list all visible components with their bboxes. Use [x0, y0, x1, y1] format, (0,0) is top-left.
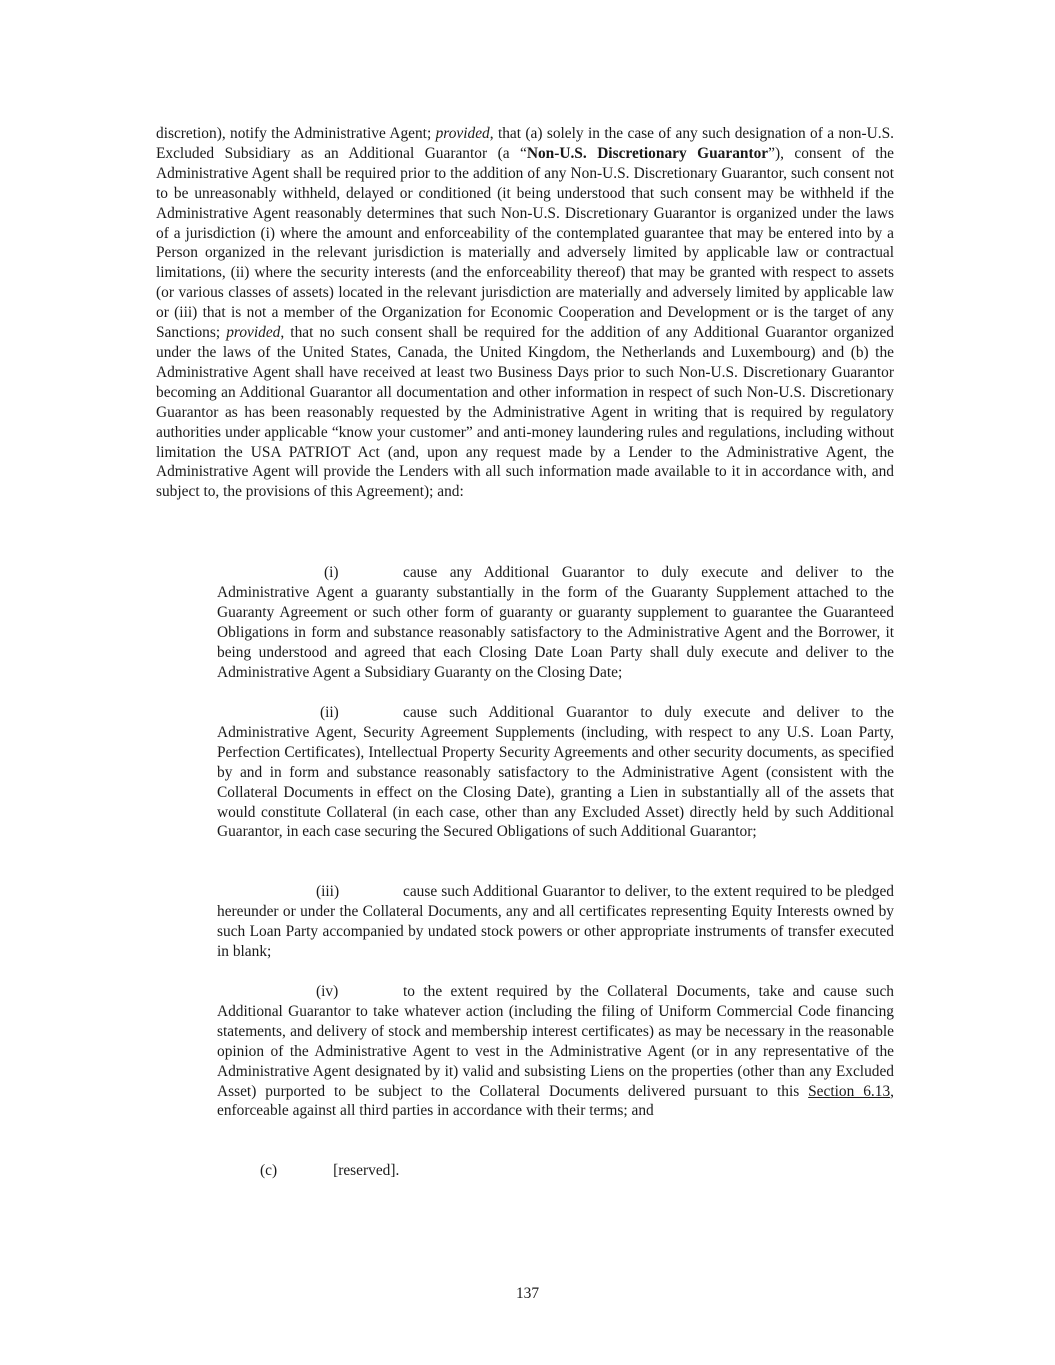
subclause-text: cause such Additional Guarantor to deliver, to the extent required to be pledged hereunder or under the Collateral Documents, any and all certificates representing Equity Interests owned by such Loan Party accompanied by undated stock powers or other appropriate instruments of transfer executed in blank; [217, 883, 894, 960]
subclause-number: (i) [324, 564, 339, 581]
section-reference: Section 6.13 [808, 1082, 891, 1100]
item-c [260, 1161, 399, 1181]
subclause-text: , enforceable against all third parties in accordance with their terms; and [217, 1082, 894, 1120]
main-paragraph-text: , that (a) solely in the case of any such designation of a non-U.S. Excluded Subsidiary as an Additional Guarantor (a “ [156, 125, 894, 162]
subclause-number: (ii) [320, 704, 339, 721]
provided-italic: provided [226, 324, 281, 342]
provided-italic: provided [435, 125, 490, 142]
subclause-text: cause any Additional Guarantor to duly execute and deliver to the Administrative Agent a guaranty substantially in the form of the Guaranty Supplement attached to the Guaranty Agreement or such other form of guaranty or guaranty supplement to guarantee the Guaranteed Obligations in form and substance reasonably satisfactory to the Administrative Agent and the Borrower, it being understood and agreed that each Closing Date Loan Party shall duly execute and deliver to the Administrative Agent a Subsidiary Guaranty on the Closing Date; [217, 564, 894, 681]
main-paragraph [156, 124, 894, 502]
main-paragraph-text: discretion), notify the Administrative Agent; [156, 125, 436, 142]
main-paragraph-text: , that no such consent shall be required for the addition of any Additional Guarantor organized under the laws of the United States, Canada, the United Kingdom, the Netherlands and Luxembourg) and (b) the Administrative Agent shall have received at least two Business Days prior to such Non-U.S. Discretionary Guarantor becoming an Additional Guarantor all documentation and other information in respect of such Non-U.S. Discretionary Guarantor as has been reasonably requested by the Administrative Agent in writing that is required by regulatory authorities under applicable “know your customer” and anti-money laundering rules and regulations, including without limitation the USA PATRIOT Act (and, upon any request made by a Lender to the Administrative Agent, the Administrative Agent will provide the Lenders with all such information made available to it in accordance with, and subject to, the provisions of this Agreement); and: [156, 324, 894, 501]
item-c-text: [reserved]. [333, 1162, 400, 1179]
page-number: 137 [515, 1285, 540, 1302]
subclause-iv [217, 982, 894, 1121]
main-paragraph-text: ”), consent of the Administrative Agent shall be required prior to the addition of any Non-U.S. Discretionary Guarantor, such consent not to be unreasonably withheld, delayed or conditioned (it being understood that such consent may be withheld if the Administrative Agent reasonably determines that such Non-U.S. Discretionary Guarantor is organized under the laws of a jurisdiction (i) where the amount and enforceability of the contemplated guarantee that may be entered into by a Person organized in the relevant jurisdiction is materially and adversely limited by applicable law or contractual limitations, (ii) where the security interests (and the enforceability thereof) that may be granted with respect to assets (or various classes of assets) located in the relevant jurisdiction are materially and adversely limited by applicable law or (iii) that is not a member of the Organization for Economic Cooperation and Development or is the target of any Sanctions; [156, 144, 894, 342]
item-c-number: (c) [260, 1162, 278, 1179]
subclause-number: (iv) [316, 983, 339, 1000]
subclause-i [217, 563, 894, 682]
defined-term: Non-U.S. Discretionary Guarantor [526, 144, 769, 162]
subclause-text: cause such Additional Guarantor to duly execute and deliver to the Administrative Agent, Security Agreement Supplements (including, with respect to any U.S. Loan Party, Perfection Certificates), Intellectual Property Security Agreements and other security documents, as specified by and in form and substance reasonably satisfactory to the Administrative Agent (consistent with the Collateral Documents in effect on the Closing Date), granting a Lien in substantially all of the assets that would constitute Collateral (in each case, other than any Excluded Asset) directly held by such Additional Guarantor, in each case securing the Secured Obligations of such Additional Guarantor; [217, 704, 894, 841]
subclause-iii [217, 882, 894, 962]
subclause-ii [217, 703, 894, 842]
subclause-text: to the extent required by the Collateral Documents, take and cause such Additional Guarantor to take whatever action (including the filing of Uniform Commercial Code financing statements, and delivery of stock and membership interest certificates) as may be necessary in the reasonable opinion of the Administrative Agent to vest in the Administrative Agent (or in any representative of the Administrative Agent designated by it) valid and subsisting Liens on the properties (other than any Excluded Asset) purported to be subject to the Collateral Documents delivered pursuant to this [217, 983, 894, 1100]
subclause-number: (iii) [316, 883, 340, 900]
